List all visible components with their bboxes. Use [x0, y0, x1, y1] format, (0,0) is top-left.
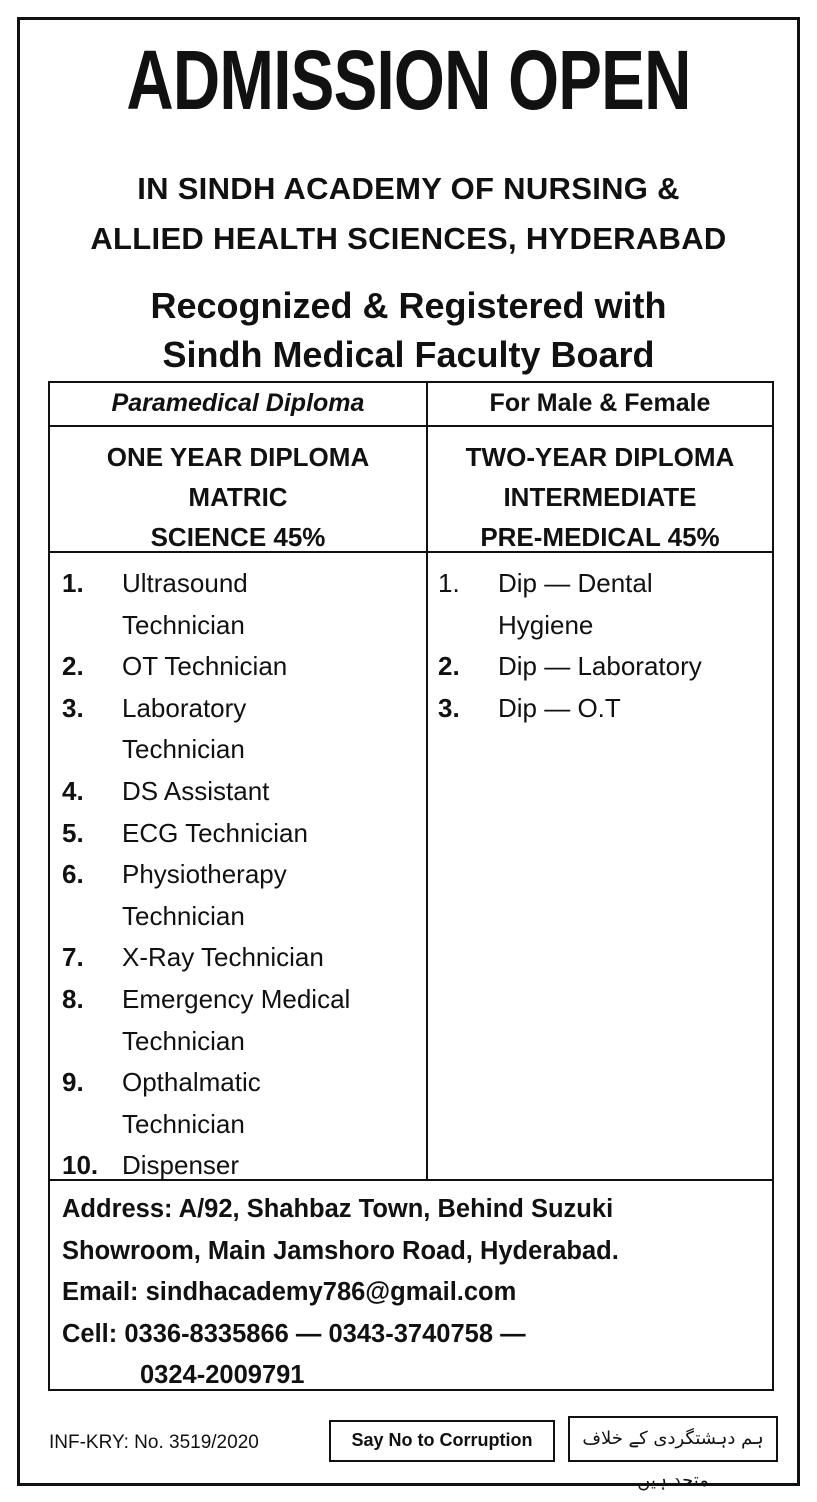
address-line-1: Address: A/92, Shahbaz Town, Behind Suzuki	[62, 1195, 614, 1223]
course-name-line: DS Assistant	[122, 775, 270, 806]
course-name	[122, 1062, 261, 1145]
programs-table	[48, 381, 774, 1181]
course-name	[122, 688, 246, 771]
requirement-line: ONE YEAR DIPLOMA	[106, 442, 370, 472]
course-name-line: Technician	[122, 1025, 245, 1056]
course-name-line: Technician	[122, 900, 245, 931]
requirement-line: INTERMEDIATE	[503, 482, 697, 512]
course-name-line: Laboratory	[122, 692, 247, 723]
course-item	[62, 1062, 420, 1145]
course-item	[438, 563, 768, 646]
institution-line-1: IN SINDH ACADEMY OF NURSING &	[137, 171, 680, 206]
course-item	[62, 813, 420, 855]
course-number: 10.	[62, 1150, 99, 1181]
course-name	[122, 646, 287, 688]
course-number: 3.	[62, 692, 84, 723]
course-number: 9.	[62, 1067, 84, 1098]
requirement-line: PRE-MEDICAL 45%	[480, 522, 720, 552]
email-line: Email: sindhacademy786@gmail.com	[62, 1278, 517, 1306]
course-name-line: ECG Technician	[122, 817, 308, 848]
course-name-line: OT Technician	[122, 651, 288, 682]
course-name-line: X-Ray Technician	[122, 942, 324, 973]
course-item	[62, 771, 420, 813]
course-item	[62, 563, 420, 646]
header-divider	[50, 425, 772, 427]
recognition-line-1: Recognized & Registered with	[150, 285, 667, 326]
course-name-line: Dip — Laboratory	[498, 651, 702, 682]
course-number: 7.	[62, 942, 84, 973]
course-name-line: Physiotherapy	[122, 859, 287, 890]
contact-block	[48, 1181, 774, 1391]
course-number: 2.	[62, 651, 84, 682]
one-year-course-list	[62, 563, 420, 1187]
course-item	[62, 688, 420, 771]
two-year-course-list	[438, 563, 768, 729]
course-item	[62, 854, 420, 937]
right-column-header: For Male & Female	[489, 389, 711, 417]
course-name	[122, 563, 248, 646]
two-year-requirements	[428, 437, 772, 557]
course-number: 2.	[438, 651, 460, 682]
course-name-line: Technician	[122, 1108, 245, 1139]
course-name-line: Opthalmatic	[122, 1067, 261, 1098]
one-year-requirements	[50, 437, 426, 557]
course-name-line: Dip — O.T	[498, 692, 621, 723]
course-number: 3.	[438, 692, 460, 723]
course-name	[498, 688, 621, 730]
course-name	[122, 854, 287, 937]
requirement-line: SCIENCE 45%	[150, 522, 326, 552]
course-name-line: Hygiene	[498, 609, 594, 640]
course-name-line: Dip — Dental	[498, 568, 653, 598]
course-number: 8.	[62, 983, 84, 1014]
page-title: ADMISSION OPEN	[126, 33, 691, 127]
requirement-line: MATRIC	[188, 482, 288, 512]
cell-line-2: 0324-2009791	[140, 1361, 305, 1389]
course-name-line: Emergency Medical	[122, 983, 351, 1014]
course-number: 1.	[438, 568, 460, 598]
reference-number: INF-KRY: No. 3519/2020	[49, 1432, 259, 1453]
course-name-line: Dispenser	[122, 1150, 240, 1181]
course-item	[62, 937, 420, 979]
course-name-line: Technician	[122, 609, 245, 640]
course-number: 5.	[62, 817, 84, 848]
course-number: 1.	[62, 568, 84, 598]
course-name	[498, 646, 702, 688]
course-name	[122, 813, 308, 855]
course-name	[122, 937, 324, 979]
cell-line-1: Cell: 0336-8335866 — 0343-3740758 —	[62, 1319, 526, 1348]
course-item	[62, 979, 420, 1062]
course-item	[438, 646, 768, 688]
urdu-slogan-box: ہم دہشتگردی کے خلاف متحد ہیں	[568, 1416, 778, 1462]
requirement-line: TWO-YEAR DIPLOMA	[465, 442, 735, 472]
course-name-line: Ultrasound	[122, 568, 248, 598]
course-name	[498, 563, 653, 646]
course-item	[438, 688, 768, 730]
recognition-line-2: Sindh Medical Faculty Board	[162, 334, 655, 375]
course-name-line: Technician	[122, 734, 245, 765]
course-number: 6.	[62, 859, 84, 890]
anti-corruption-box: Say No to Corruption	[329, 1420, 555, 1462]
course-name	[122, 979, 350, 1062]
institution-line-2: ALLIED HEALTH SCIENCES, HYDERABAD	[90, 221, 727, 256]
course-name	[122, 771, 269, 813]
course-item	[62, 646, 420, 688]
left-column-header: Paramedical Diploma	[111, 389, 365, 417]
address-line-2: Showroom, Main Jamshoro Road, Hyderabad.	[62, 1236, 619, 1265]
course-number: 4.	[62, 775, 84, 806]
